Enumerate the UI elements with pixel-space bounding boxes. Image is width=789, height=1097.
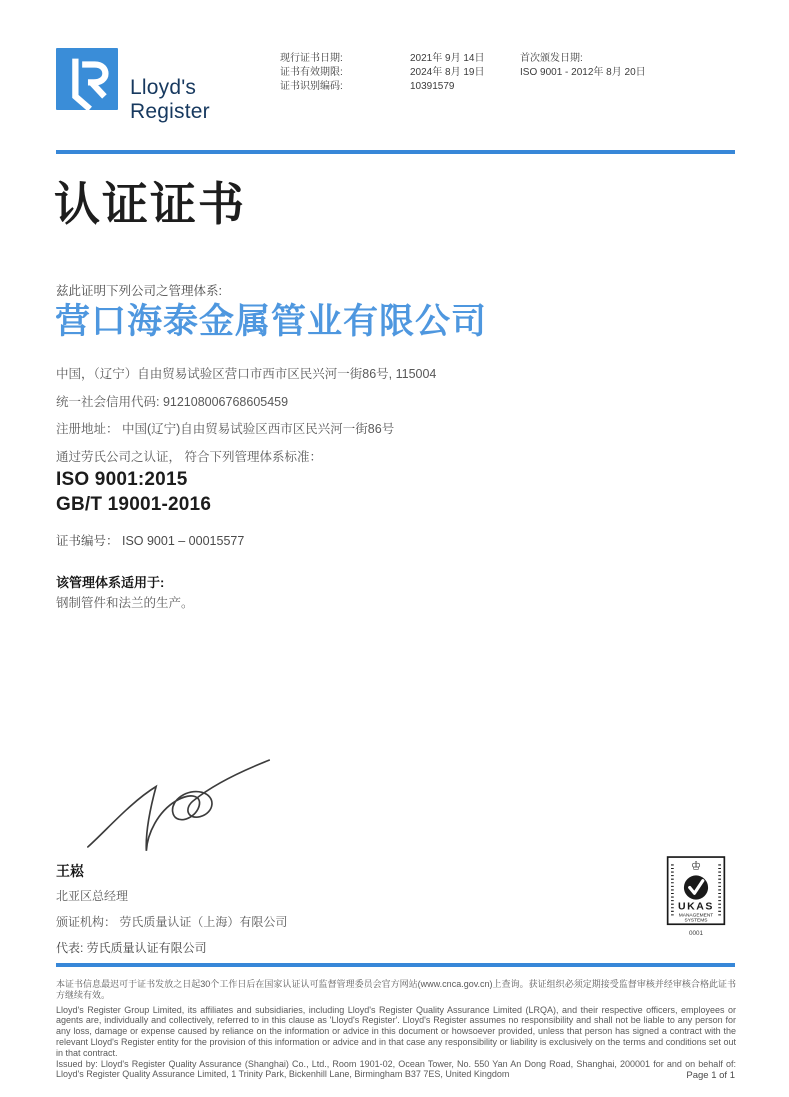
current-issue-date-value: 2021年 9月 14日	[410, 53, 485, 64]
expiry-date-value: 2024年 8月 19日	[410, 67, 485, 78]
document-title: 认证证书	[54, 179, 246, 230]
brand-wordmark-line1: Lloyd's	[130, 76, 197, 99]
certify-intro-line: 兹此证明下列公司之管理体系:	[56, 284, 222, 298]
certificate-number: 证书编号： ISO 9001 – 00015577	[56, 534, 245, 548]
check-circle-icon	[684, 875, 708, 899]
top-divider-rule	[56, 150, 735, 154]
expiry-date-label: 证书有效期限:	[280, 67, 343, 78]
signatory-name: 王崧	[56, 863, 84, 879]
standard-gbt19001: GB/T 19001-2016	[56, 494, 212, 515]
certificate-meta-values	[410, 52, 485, 94]
issuing-office-line: 颁证机构： 劳氏质量认证（上海）有限公司	[56, 915, 288, 929]
bottom-divider-rule	[56, 963, 735, 967]
footer-legal-text	[56, 979, 736, 1080]
ukas-label: UKAS	[677, 900, 715, 913]
brand-wordmark-line2: Register	[130, 100, 210, 123]
footer-disclaimer: Lloyd's Register Group Limited, its affiliates and subsidiaries, including Lloyd's Register Quality Assurance Limited (LRQA), and their respective officers, employees or agents are, individually and collectively, referred to in this clause as 'Lloyd's Register'. Lloyd's Register assumes no responsibility and shall not be liable to any person for any loss, damage or expense caused by reliance on the information or advice in this document or howsoever provided, unless that person has signed a contract with the relevant Lloyd's Register entity for the provision of this information or advice and in that case any responsibility or liability is exclusively on the terms and conditions set out in that contract.	[56, 1004, 736, 1058]
certificate-identity-value: 10391579	[410, 81, 455, 92]
company-name: 营口海泰金属管业有限公司	[55, 302, 488, 341]
scope-heading: 该管理体系适用于:	[56, 575, 165, 590]
footer-issued-by: Issued by: Lloyd's Register Quality Assurance (Shanghai) Co., Ltd., Room 1901-02, Ocean Tower, No. 550 Yan An Dong Road, Shanghai, 200001 for and on behalf of: Lloyd's Register Quality Assurance Limited, 1 Trinity Park, Bickenhill Lane, Birmingham B37 7ES, United Kingdom	[56, 1058, 736, 1080]
lloyds-register-logo-icon	[56, 48, 118, 110]
brand-wordmark	[130, 76, 210, 124]
company-address: 中国，（辽宁）自由贸易试验区营口市西市区民兴河一街86号, 115004	[56, 367, 437, 381]
registered-address: 注册地址： 中国(辽宁)自由贸易试验区西市区民兴河一街86号	[56, 422, 395, 436]
first-issue-date-block	[520, 52, 646, 80]
page-number: Page 1 of 1	[686, 1070, 735, 1081]
ukas-caption-line2: SYSTEMS	[684, 918, 708, 924]
social-credit-code: 统一社会信用代码: 912108006768605459	[56, 395, 289, 409]
certificate-meta-labels	[280, 52, 343, 94]
signature-image	[82, 748, 277, 863]
approval-statement: 通过劳氏公司之认证， 符合下列管理体系标准：	[56, 450, 322, 464]
footer-cnca-notice: 本证书信息最迟可于证书发放之日起30个工作日后在国家认证认可监督管理委员会官方网站(www.cnca.gov.cn)上查询。获证组织必须定期接受监督审核并经审核合格此证书方继续有效。	[56, 979, 736, 1000]
on-behalf-line: 代表: 劳氏质量认证有限公司	[56, 941, 207, 955]
ukas-caption-line1: MANAGEMENT	[678, 913, 714, 919]
signatory-job-title: 北亚区总经理	[56, 889, 129, 903]
certificate-identity-label: 证书识别编码:	[280, 81, 343, 92]
first-issue-date-label: 首次颁发日期:	[520, 53, 583, 64]
standards-list	[56, 467, 211, 517]
scope-text: 钢制管件和法兰的生产。	[56, 596, 194, 610]
ukas-accreditation-icon	[666, 856, 726, 940]
standard-iso9001: ISO 9001:2015	[56, 469, 188, 490]
current-issue-date-label: 现行证书日期:	[280, 53, 343, 64]
crown-icon: ♔	[690, 860, 702, 873]
first-issue-date-value: ISO 9001 - 2012年 8月 20日	[520, 67, 646, 78]
ukas-number: 0001	[688, 929, 704, 937]
